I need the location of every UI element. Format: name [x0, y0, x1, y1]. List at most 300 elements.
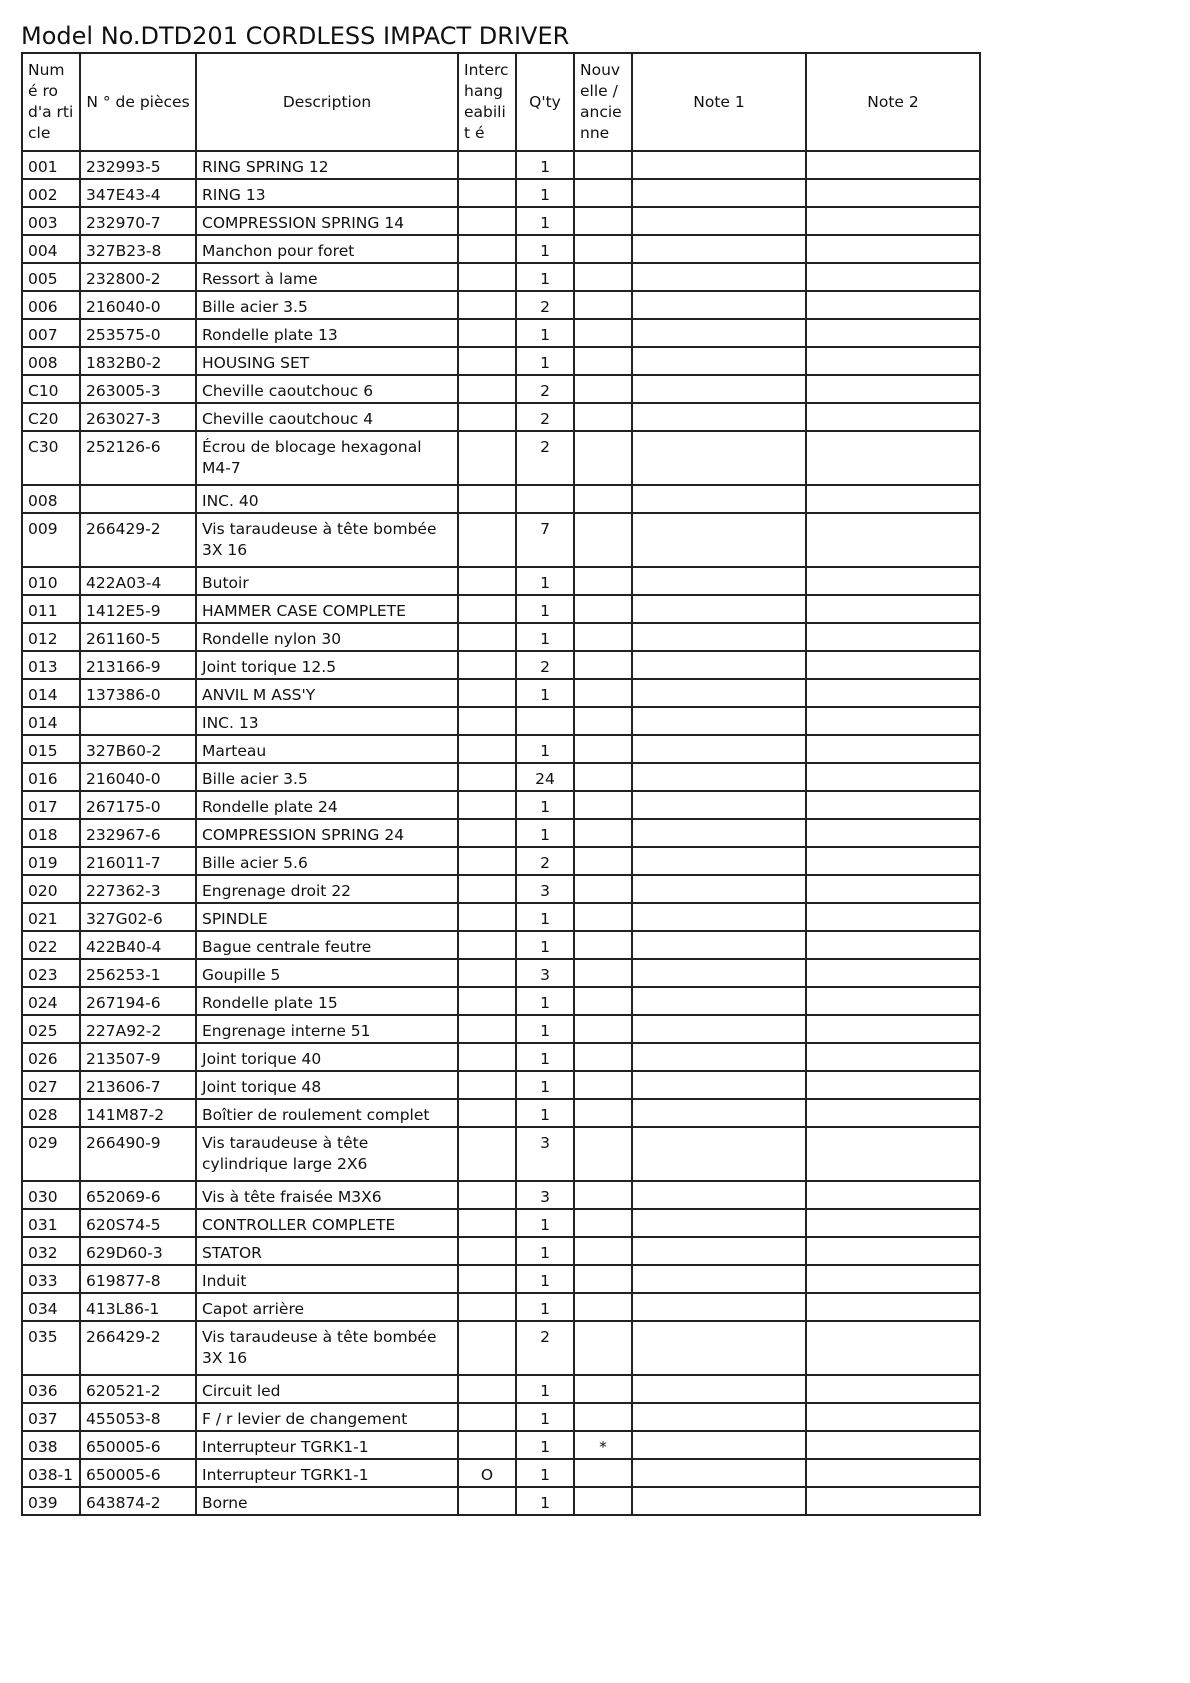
cell-note-1 [632, 819, 806, 847]
cell-note-2 [806, 679, 980, 707]
table-row [22, 847, 980, 875]
cell-new-old [574, 1127, 632, 1181]
cell-description: Rondelle plate 13 [196, 319, 458, 347]
cell-quantity: 2 [516, 431, 574, 485]
cell-note-1 [632, 1015, 806, 1043]
cell-part-number: 232993-5 [80, 151, 196, 179]
cell-quantity: 1 [516, 819, 574, 847]
cell-item-number: 022 [22, 931, 80, 959]
cell-note-1 [632, 959, 806, 987]
cell-new-old [574, 903, 632, 931]
cell-item-number: 034 [22, 1293, 80, 1321]
cell-part-number: 620S74-5 [80, 1209, 196, 1237]
table-row [22, 1043, 980, 1071]
cell-note-2 [806, 1181, 980, 1209]
cell-quantity: 1 [516, 1043, 574, 1071]
cell-quantity: 3 [516, 1181, 574, 1209]
cell-note-1 [632, 1293, 806, 1321]
cell-new-old [574, 987, 632, 1015]
cell-quantity: 1 [516, 1487, 574, 1515]
cell-new-old [574, 623, 632, 651]
cell-quantity: 1 [516, 1015, 574, 1043]
cell-interchangeability [458, 707, 516, 735]
cell-item-number: 015 [22, 735, 80, 763]
cell-note-2 [806, 595, 980, 623]
cell-item-number: 019 [22, 847, 80, 875]
cell-note-1 [632, 319, 806, 347]
cell-interchangeability [458, 1265, 516, 1293]
cell-item-number: 032 [22, 1237, 80, 1265]
cell-note-2 [806, 819, 980, 847]
cell-new-old [574, 1403, 632, 1431]
cell-note-2 [806, 651, 980, 679]
cell-note-2 [806, 151, 980, 179]
cell-quantity: 1 [516, 1237, 574, 1265]
cell-note-2 [806, 959, 980, 987]
cell-note-2 [806, 1375, 980, 1403]
cell-new-old [574, 207, 632, 235]
cell-item-number: 029 [22, 1127, 80, 1181]
col-header-description: Description [196, 53, 458, 151]
cell-description: Joint torique 48 [196, 1071, 458, 1099]
cell-quantity: 1 [516, 791, 574, 819]
cell-part-number: 413L86-1 [80, 1293, 196, 1321]
cell-new-old [574, 1487, 632, 1515]
cell-note-2 [806, 875, 980, 903]
cell-description: Cheville caoutchouc 4 [196, 403, 458, 431]
cell-note-1 [632, 1237, 806, 1265]
cell-part-number: 232800-2 [80, 263, 196, 291]
table-row [22, 959, 980, 987]
cell-note-2 [806, 1209, 980, 1237]
cell-interchangeability [458, 179, 516, 207]
cell-note-2 [806, 485, 980, 513]
cell-item-number: 038-1 [22, 1459, 80, 1487]
cell-note-2 [806, 903, 980, 931]
cell-interchangeability [458, 819, 516, 847]
cell-note-1 [632, 1321, 806, 1375]
table-row [22, 235, 980, 263]
cell-note-2 [806, 1403, 980, 1431]
cell-description: Boîtier de roulement complet [196, 1099, 458, 1127]
cell-part-number: 422A03-4 [80, 567, 196, 595]
cell-part-number: 619877-8 [80, 1265, 196, 1293]
cell-interchangeability [458, 485, 516, 513]
cell-interchangeability [458, 263, 516, 291]
cell-note-1 [632, 875, 806, 903]
table-row [22, 375, 980, 403]
cell-interchangeability [458, 903, 516, 931]
cell-note-2 [806, 1099, 980, 1127]
cell-new-old [574, 1015, 632, 1043]
cell-interchangeability [458, 1181, 516, 1209]
cell-description: Interrupteur TGRK1-1 [196, 1431, 458, 1459]
cell-quantity: 1 [516, 735, 574, 763]
table-row [22, 179, 980, 207]
table-row [22, 1099, 980, 1127]
cell-note-2 [806, 347, 980, 375]
cell-new-old [574, 291, 632, 319]
cell-part-number: 232967-6 [80, 819, 196, 847]
table-row [22, 875, 980, 903]
cell-part-number [80, 485, 196, 513]
cell-note-1 [632, 1127, 806, 1181]
cell-item-number: 027 [22, 1071, 80, 1099]
cell-note-1 [632, 151, 806, 179]
cell-interchangeability [458, 347, 516, 375]
cell-note-1 [632, 679, 806, 707]
cell-description: INC. 40 [196, 485, 458, 513]
cell-item-number: C20 [22, 403, 80, 431]
cell-interchangeability [458, 987, 516, 1015]
cell-note-2 [806, 931, 980, 959]
cell-new-old [574, 1375, 632, 1403]
table-row [22, 931, 980, 959]
cell-note-2 [806, 847, 980, 875]
cell-new-old [574, 1181, 632, 1209]
cell-interchangeability [458, 595, 516, 623]
cell-description: HAMMER CASE COMPLETE [196, 595, 458, 623]
cell-description: Rondelle nylon 30 [196, 623, 458, 651]
cell-new-old [574, 1099, 632, 1127]
cell-interchangeability [458, 735, 516, 763]
table-row [22, 1431, 980, 1459]
cell-item-number: 028 [22, 1099, 80, 1127]
cell-note-2 [806, 1237, 980, 1265]
cell-description: COMPRESSION SPRING 24 [196, 819, 458, 847]
cell-part-number: 227362-3 [80, 875, 196, 903]
cell-note-1 [632, 485, 806, 513]
cell-interchangeability [458, 1293, 516, 1321]
cell-note-1 [632, 207, 806, 235]
cell-item-number: 011 [22, 595, 80, 623]
cell-quantity [516, 707, 574, 735]
table-row [22, 903, 980, 931]
table-row [22, 1127, 980, 1181]
cell-item-number: 013 [22, 651, 80, 679]
cell-note-2 [806, 1043, 980, 1071]
table-row [22, 347, 980, 375]
cell-item-number: C30 [22, 431, 80, 485]
col-header-item-number: Numé ro d'a rticle [22, 53, 80, 151]
cell-note-1 [632, 791, 806, 819]
cell-item-number: 006 [22, 291, 80, 319]
cell-part-number: 652069-6 [80, 1181, 196, 1209]
cell-part-number: 216011-7 [80, 847, 196, 875]
table-row [22, 291, 980, 319]
col-header-note-1: Note 1 [632, 53, 806, 151]
table-row [22, 707, 980, 735]
cell-part-number: 1832B0-2 [80, 347, 196, 375]
cell-interchangeability [458, 651, 516, 679]
cell-description: Bille acier 5.6 [196, 847, 458, 875]
cell-interchangeability [458, 1487, 516, 1515]
cell-description: Joint torique 40 [196, 1043, 458, 1071]
cell-new-old [574, 1237, 632, 1265]
cell-part-number: 650005-6 [80, 1431, 196, 1459]
cell-description: Cheville caoutchouc 6 [196, 375, 458, 403]
table-row [22, 595, 980, 623]
parts-table [21, 52, 981, 1516]
table-row [22, 1487, 980, 1515]
cell-new-old [574, 513, 632, 567]
cell-part-number: 213606-7 [80, 1071, 196, 1099]
cell-quantity: 3 [516, 959, 574, 987]
cell-quantity: 7 [516, 513, 574, 567]
cell-interchangeability [458, 1071, 516, 1099]
cell-quantity: 1 [516, 567, 574, 595]
cell-note-2 [806, 207, 980, 235]
cell-new-old [574, 375, 632, 403]
cell-note-2 [806, 235, 980, 263]
cell-item-number: 007 [22, 319, 80, 347]
cell-quantity: 1 [516, 263, 574, 291]
cell-part-number: 266429-2 [80, 1321, 196, 1375]
cell-item-number: 020 [22, 875, 80, 903]
cell-part-number: 261160-5 [80, 623, 196, 651]
table-row [22, 651, 980, 679]
cell-quantity: 1 [516, 903, 574, 931]
cell-new-old [574, 319, 632, 347]
cell-part-number: 327B60-2 [80, 735, 196, 763]
cell-quantity: 1 [516, 235, 574, 263]
cell-part-number: 263027-3 [80, 403, 196, 431]
cell-part-number: 216040-0 [80, 291, 196, 319]
cell-item-number: 023 [22, 959, 80, 987]
cell-note-2 [806, 1321, 980, 1375]
cell-part-number: 266429-2 [80, 513, 196, 567]
cell-item-number: 008 [22, 347, 80, 375]
cell-quantity [516, 485, 574, 513]
cell-item-number: 026 [22, 1043, 80, 1071]
cell-item-number: 017 [22, 791, 80, 819]
cell-item-number: 024 [22, 987, 80, 1015]
cell-part-number [80, 707, 196, 735]
cell-description: Bague centrale feutre [196, 931, 458, 959]
cell-description: Vis taraudeuse à tête cylindrique large 2X6 [196, 1127, 458, 1181]
cell-description: COMPRESSION SPRING 14 [196, 207, 458, 235]
cell-new-old [574, 875, 632, 903]
cell-note-1 [632, 1209, 806, 1237]
cell-interchangeability [458, 567, 516, 595]
cell-quantity: 1 [516, 1209, 574, 1237]
col-header-part-number: N ° de pièces [80, 53, 196, 151]
table-row [22, 513, 980, 567]
cell-note-2 [806, 1293, 980, 1321]
cell-note-2 [806, 291, 980, 319]
table-row [22, 1403, 980, 1431]
cell-part-number: 213507-9 [80, 1043, 196, 1071]
cell-description: Manchon pour foret [196, 235, 458, 263]
table-row [22, 319, 980, 347]
cell-note-1 [632, 567, 806, 595]
cell-description: CONTROLLER COMPLETE [196, 1209, 458, 1237]
cell-item-number: 005 [22, 263, 80, 291]
cell-new-old [574, 1071, 632, 1099]
cell-interchangeability [458, 1209, 516, 1237]
cell-item-number: 033 [22, 1265, 80, 1293]
cell-item-number: 030 [22, 1181, 80, 1209]
cell-part-number: 1412E5-9 [80, 595, 196, 623]
cell-note-1 [632, 1071, 806, 1099]
cell-note-2 [806, 179, 980, 207]
cell-interchangeability [458, 291, 516, 319]
cell-item-number: 031 [22, 1209, 80, 1237]
cell-description: Rondelle plate 24 [196, 791, 458, 819]
cell-note-1 [632, 375, 806, 403]
cell-part-number: 267175-0 [80, 791, 196, 819]
cell-item-number: 003 [22, 207, 80, 235]
cell-quantity: 2 [516, 1321, 574, 1375]
cell-new-old [574, 679, 632, 707]
cell-interchangeability: O [458, 1459, 516, 1487]
table-row [22, 1071, 980, 1099]
cell-description: STATOR [196, 1237, 458, 1265]
cell-note-2 [806, 375, 980, 403]
table-row [22, 207, 980, 235]
cell-item-number: 012 [22, 623, 80, 651]
cell-note-1 [632, 735, 806, 763]
cell-interchangeability [458, 1043, 516, 1071]
cell-note-1 [632, 1403, 806, 1431]
cell-new-old [574, 403, 632, 431]
cell-note-1 [632, 987, 806, 1015]
cell-note-1 [632, 263, 806, 291]
col-header-note-2: Note 2 [806, 53, 980, 151]
cell-part-number: 256253-1 [80, 959, 196, 987]
cell-new-old [574, 651, 632, 679]
cell-note-2 [806, 1071, 980, 1099]
cell-item-number: 009 [22, 513, 80, 567]
cell-interchangeability [458, 1237, 516, 1265]
table-row [22, 485, 980, 513]
cell-part-number: 327B23-8 [80, 235, 196, 263]
cell-note-2 [806, 1431, 980, 1459]
table-row [22, 1181, 980, 1209]
table-row [22, 1209, 980, 1237]
cell-quantity: 1 [516, 1265, 574, 1293]
cell-new-old [574, 791, 632, 819]
cell-description: Butoir [196, 567, 458, 595]
cell-interchangeability [458, 207, 516, 235]
table-row [22, 679, 980, 707]
cell-note-1 [632, 291, 806, 319]
cell-description: Joint torique 12.5 [196, 651, 458, 679]
cell-note-2 [806, 513, 980, 567]
cell-quantity: 1 [516, 1071, 574, 1099]
table-row [22, 1265, 980, 1293]
table-row [22, 1375, 980, 1403]
cell-quantity: 1 [516, 207, 574, 235]
cell-part-number: 455053-8 [80, 1403, 196, 1431]
cell-part-number: 629D60-3 [80, 1237, 196, 1265]
cell-note-1 [632, 347, 806, 375]
cell-description: Circuit led [196, 1375, 458, 1403]
cell-description: RING SPRING 12 [196, 151, 458, 179]
cell-description: Engrenage droit 22 [196, 875, 458, 903]
cell-interchangeability [458, 1375, 516, 1403]
cell-new-old [574, 263, 632, 291]
cell-quantity: 2 [516, 847, 574, 875]
table-row [22, 1293, 980, 1321]
cell-quantity: 1 [516, 319, 574, 347]
cell-note-1 [632, 1181, 806, 1209]
cell-part-number: 266490-9 [80, 1127, 196, 1181]
cell-new-old [574, 151, 632, 179]
cell-note-1 [632, 903, 806, 931]
cell-interchangeability [458, 931, 516, 959]
cell-new-old [574, 347, 632, 375]
cell-note-2 [806, 1265, 980, 1293]
cell-quantity: 2 [516, 403, 574, 431]
cell-quantity: 1 [516, 679, 574, 707]
cell-item-number: 010 [22, 567, 80, 595]
cell-quantity: 2 [516, 375, 574, 403]
cell-note-2 [806, 1127, 980, 1181]
cell-item-number: 036 [22, 1375, 80, 1403]
cell-new-old [574, 179, 632, 207]
cell-note-1 [632, 931, 806, 959]
cell-description: Vis taraudeuse à tête bombée 3X 16 [196, 1321, 458, 1375]
cell-description: INC. 13 [196, 707, 458, 735]
cell-quantity: 1 [516, 931, 574, 959]
cell-description: HOUSING SET [196, 347, 458, 375]
cell-description: Capot arrière [196, 1293, 458, 1321]
cell-item-number: C10 [22, 375, 80, 403]
cell-interchangeability [458, 513, 516, 567]
cell-interchangeability [458, 1099, 516, 1127]
cell-new-old [574, 931, 632, 959]
table-header-row [22, 53, 980, 151]
cell-part-number: 643874-2 [80, 1487, 196, 1515]
cell-description: Borne [196, 1487, 458, 1515]
cell-note-1 [632, 1043, 806, 1071]
cell-note-1 [632, 1431, 806, 1459]
cell-note-1 [632, 763, 806, 791]
cell-note-1 [632, 595, 806, 623]
cell-description: Engrenage interne 51 [196, 1015, 458, 1043]
cell-part-number: 650005-6 [80, 1459, 196, 1487]
cell-interchangeability [458, 375, 516, 403]
cell-interchangeability [458, 623, 516, 651]
cell-item-number: 025 [22, 1015, 80, 1043]
cell-item-number: 038 [22, 1431, 80, 1459]
cell-part-number: 252126-6 [80, 431, 196, 485]
cell-quantity: 2 [516, 651, 574, 679]
cell-part-number: 263005-3 [80, 375, 196, 403]
cell-note-2 [806, 623, 980, 651]
table-row [22, 819, 980, 847]
cell-description: Rondelle plate 15 [196, 987, 458, 1015]
cell-interchangeability [458, 151, 516, 179]
col-header-quantity: Q'ty [516, 53, 574, 151]
cell-note-2 [806, 791, 980, 819]
cell-new-old [574, 1265, 632, 1293]
cell-part-number: 213166-9 [80, 651, 196, 679]
cell-quantity: 1 [516, 1431, 574, 1459]
table-row [22, 1015, 980, 1043]
cell-item-number: 021 [22, 903, 80, 931]
cell-part-number: 137386-0 [80, 679, 196, 707]
cell-item-number: 004 [22, 235, 80, 263]
cell-description: Écrou de blocage hexagonal M4-7 [196, 431, 458, 485]
cell-note-2 [806, 763, 980, 791]
cell-interchangeability [458, 679, 516, 707]
cell-item-number: 039 [22, 1487, 80, 1515]
cell-quantity: 1 [516, 151, 574, 179]
cell-quantity: 1 [516, 595, 574, 623]
cell-note-1 [632, 1265, 806, 1293]
